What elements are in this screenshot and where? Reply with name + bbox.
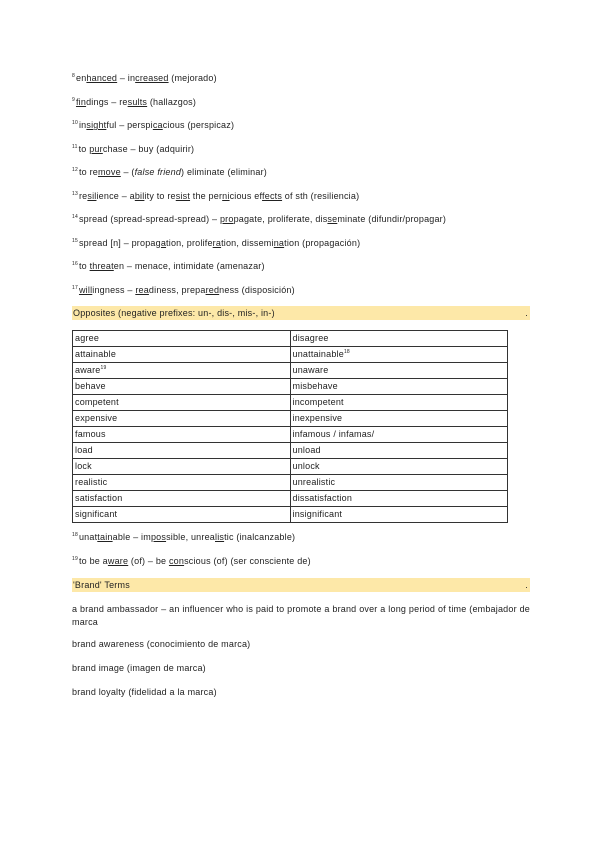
vocab-entry bbox=[72, 191, 359, 202]
entry-text: to be a bbox=[78, 555, 108, 566]
footnote-number: 9 bbox=[72, 96, 75, 103]
opposite-word-cell: incompetent bbox=[290, 395, 508, 411]
footnote-number: 17 bbox=[72, 284, 78, 291]
vocab-entry bbox=[72, 238, 360, 249]
opposite-word-cell: unlock bbox=[290, 459, 508, 475]
stressed-syllable: will bbox=[78, 284, 93, 295]
stressed-syllable: ca bbox=[152, 120, 163, 130]
entry-text: (mejorado) bbox=[168, 73, 217, 83]
entry-text: (hallazgos) bbox=[147, 96, 197, 107]
entry-text: en – menace, intimidate (amenazar) bbox=[113, 261, 265, 271]
stressed-syllable: bil bbox=[134, 190, 145, 201]
footnote-entry bbox=[72, 532, 295, 543]
opposite-word-cell: dissatisfaction bbox=[290, 491, 508, 507]
heading-dot: . bbox=[525, 580, 528, 590]
footnote-number: 11 bbox=[72, 143, 78, 150]
stressed-syllable: sist bbox=[175, 190, 191, 201]
stressed-syllable: se bbox=[327, 214, 338, 224]
stressed-syllable: ware bbox=[107, 555, 129, 566]
stressed-syllable: tain bbox=[97, 532, 113, 542]
stressed-syllable: con bbox=[168, 555, 185, 566]
base-word-cell: satisfaction bbox=[73, 491, 291, 507]
entry-text: tic (inalcanzable) bbox=[224, 532, 296, 542]
stressed-syllable: threat bbox=[89, 261, 114, 271]
entry-text: cious (perspicaz) bbox=[162, 120, 235, 130]
footnote-number: 12 bbox=[72, 167, 78, 173]
footnote-number: 18 bbox=[72, 532, 78, 538]
opposites-heading-text: Opposites (negative prefixes: un-, dis-, mis-, in-) bbox=[73, 308, 275, 318]
base-word-cell: realistic bbox=[73, 475, 291, 491]
footnote-number: 16 bbox=[72, 261, 78, 267]
stressed-syllable: hanced bbox=[86, 73, 118, 83]
brand-term: brand loyalty (fidelidad a la marca) bbox=[72, 687, 217, 697]
vocab-entry bbox=[72, 214, 446, 225]
table-row bbox=[73, 443, 508, 459]
stressed-syllable: ra bbox=[212, 237, 222, 248]
entry-text: sible, unrea bbox=[166, 532, 215, 542]
entry-text: diness, prepa bbox=[148, 284, 206, 295]
footnote-number: 10 bbox=[72, 120, 78, 126]
opposites-heading bbox=[72, 306, 530, 320]
table-row bbox=[73, 507, 508, 523]
entry-text: cious ef bbox=[229, 190, 263, 201]
entry-text: to bbox=[78, 261, 90, 271]
footnote-number: 14 bbox=[72, 214, 78, 220]
base-word-cell: agree bbox=[73, 331, 291, 347]
entry-text: to re bbox=[78, 167, 98, 177]
opposite-word-cell: unattainable$^{18}$ bbox=[290, 347, 508, 363]
table-row bbox=[73, 411, 508, 427]
base-word-cell: aware$^{19}$ bbox=[73, 363, 291, 379]
opposite-word-cell: disagree bbox=[290, 331, 508, 347]
vocab-entry bbox=[72, 97, 196, 108]
vocab-entry bbox=[72, 285, 295, 296]
table-row bbox=[73, 395, 508, 411]
footnote-number: 15 bbox=[72, 237, 78, 244]
entry-text: (of) – be bbox=[128, 555, 169, 566]
entry-text: – in bbox=[117, 73, 136, 83]
table-row bbox=[73, 459, 508, 475]
table-row bbox=[73, 491, 508, 507]
opposite-word-cell: inexpensive bbox=[290, 411, 508, 427]
footnote-number: 8 bbox=[72, 73, 75, 79]
opposites-table bbox=[72, 330, 508, 523]
opposite-word-cell: insignificant bbox=[290, 507, 508, 523]
stressed-syllable: sight bbox=[86, 120, 107, 130]
brand-term: brand image (imagen de marca) bbox=[72, 663, 206, 673]
stressed-syllable: rea bbox=[135, 284, 149, 295]
table-row bbox=[73, 475, 508, 491]
entry-text: tion (propagación) bbox=[284, 237, 361, 248]
entry-text: ity to re bbox=[144, 190, 176, 201]
footnote-entry bbox=[72, 556, 311, 567]
base-word-cell: famous bbox=[73, 427, 291, 443]
stressed-syllable: pos bbox=[150, 532, 167, 542]
entry-text: re bbox=[78, 190, 88, 201]
entry-text: ience – a bbox=[96, 190, 135, 201]
entry-text: – ( bbox=[120, 167, 135, 177]
table-row bbox=[73, 363, 508, 379]
footnote-number: 19 bbox=[72, 555, 78, 562]
footnote-ref: 19 bbox=[100, 365, 107, 371]
table-row bbox=[73, 347, 508, 363]
opposite-word-cell: unrealistic bbox=[290, 475, 508, 491]
entry-text: unat bbox=[78, 532, 98, 542]
stressed-syllable: fin bbox=[75, 96, 87, 107]
entry-text: ) eliminate (eliminar) bbox=[181, 167, 267, 177]
vocab-entry bbox=[72, 261, 265, 272]
stressed-syllable: creased bbox=[135, 73, 169, 83]
entry-text: pagate, proliferate, dis bbox=[233, 214, 328, 224]
base-word-cell: load bbox=[73, 443, 291, 459]
vocab-entry bbox=[72, 73, 217, 84]
entry-text: false friend bbox=[134, 167, 182, 177]
stressed-syllable: red bbox=[205, 284, 220, 295]
brand-term: brand awareness (conocimiento de marca) bbox=[72, 639, 251, 649]
table-row bbox=[73, 331, 508, 347]
opposite-word-cell: infamous / infamas/ bbox=[290, 427, 508, 443]
entry-text: the per bbox=[190, 190, 223, 201]
entry-text: able – im bbox=[112, 532, 151, 542]
brand-heading-text: 'Brand' Terms bbox=[73, 580, 130, 590]
opposite-word-cell: unaware bbox=[290, 363, 508, 379]
heading-dot: . bbox=[525, 308, 528, 318]
entry-text: scious (of) (ser consciente de) bbox=[184, 555, 311, 566]
table-row bbox=[73, 379, 508, 395]
entry-text: ful – perspi bbox=[106, 120, 153, 130]
entry-text: in bbox=[78, 120, 87, 130]
entry-text: spread [n] – propa bbox=[78, 237, 156, 248]
base-word-cell: expensive bbox=[73, 411, 291, 427]
entry-text: ingness – bbox=[92, 284, 136, 295]
base-word-cell: attainable bbox=[73, 347, 291, 363]
stressed-syllable: sil bbox=[87, 190, 97, 201]
stressed-syllable: fects bbox=[262, 190, 283, 201]
stressed-syllable: na bbox=[273, 237, 285, 248]
stressed-syllable: ni bbox=[222, 190, 230, 201]
vocab-entry bbox=[72, 120, 234, 131]
base-word-cell: significant bbox=[73, 507, 291, 523]
opposite-word-cell: unload bbox=[290, 443, 508, 459]
footnote-ref: 18 bbox=[343, 349, 350, 355]
footnote-number: 13 bbox=[72, 190, 78, 197]
base-word-cell: competent bbox=[73, 395, 291, 411]
entry-text: tion, dissemi bbox=[221, 237, 274, 248]
entry-text: minate (difundir/propagar) bbox=[337, 214, 447, 224]
base-word-cell: behave bbox=[73, 379, 291, 395]
entry-text: of sth (resiliencia) bbox=[282, 190, 360, 201]
base-word-cell: lock bbox=[73, 459, 291, 475]
stressed-syllable: sults bbox=[127, 96, 148, 107]
opposite-word-cell: misbehave bbox=[290, 379, 508, 395]
entry-text: chase – buy (adquirir) bbox=[102, 143, 195, 154]
entry-text: ness (disposición) bbox=[219, 284, 295, 295]
entry-text: dings – re bbox=[86, 96, 128, 107]
entry-text: tion, prolife bbox=[166, 237, 213, 248]
brand-ambassador-definition: a brand ambassador – an influencer who is paid to promote a brand over a long period of time (embajador de marca bbox=[72, 604, 530, 627]
stressed-syllable: pro bbox=[219, 214, 234, 224]
vocab-entry bbox=[72, 167, 267, 178]
stressed-syllable: ga bbox=[155, 237, 167, 248]
brand-heading bbox=[72, 578, 530, 592]
entry-text: en bbox=[75, 73, 87, 83]
vocab-entry bbox=[72, 144, 194, 155]
entry-text: spread (spread-spread-spread) – bbox=[78, 214, 220, 224]
stressed-syllable: move bbox=[97, 167, 121, 177]
stressed-syllable: pur bbox=[89, 143, 103, 154]
table-row bbox=[73, 427, 508, 443]
entry-text: to bbox=[78, 143, 90, 154]
stressed-syllable: lis bbox=[215, 532, 225, 542]
